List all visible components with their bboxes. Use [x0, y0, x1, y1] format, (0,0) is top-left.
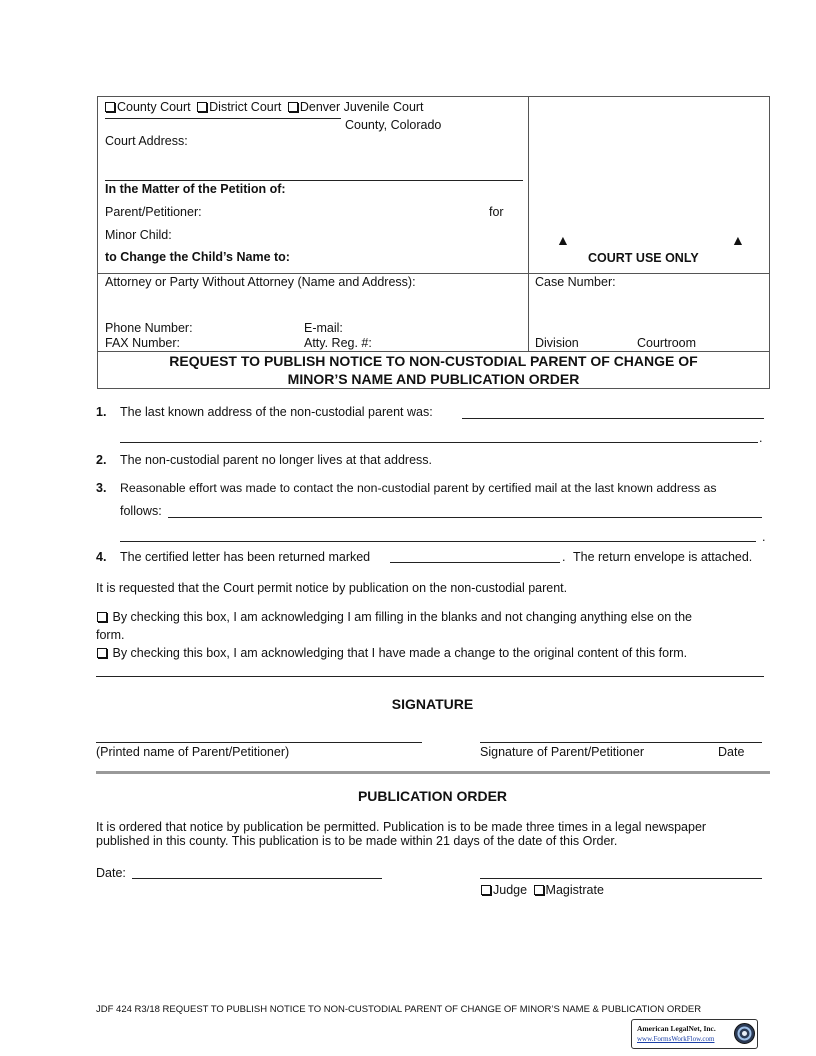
district-court-label: District Court	[209, 100, 282, 114]
attorney-label: Attorney or Party Without Attorney (Name and Address):	[105, 275, 416, 289]
courtroom-label: Courtroom	[637, 336, 697, 350]
judge-label: Judge	[493, 883, 528, 897]
item-1-number: 1.	[96, 405, 107, 419]
caption-divider-vertical	[528, 96, 529, 352]
ack-1	[97, 610, 767, 624]
item-2-number: 2.	[96, 453, 107, 467]
signature-heading: SIGNATURE	[391, 696, 474, 712]
fax-label: FAX Number:	[105, 336, 181, 350]
district-court-checkbox[interactable]	[197, 102, 207, 112]
ack-2	[97, 646, 767, 660]
item-3-field-a[interactable]	[168, 517, 762, 518]
publication-order-line2: published in this county. This publication is to be made within 21 days of the date of this Order.	[96, 834, 618, 848]
signature-label: Signature of Parent/Petitioner	[480, 745, 644, 759]
county-court-label: County Court	[117, 100, 191, 114]
item-3-follows: follows:	[120, 504, 162, 518]
request-text: It is requested that the Court permit notice by publication on the non-custodial parent.	[96, 581, 568, 595]
item-1-field-a[interactable]	[462, 418, 764, 419]
phone-label: Phone Number:	[105, 321, 193, 335]
magistrate-checkbox[interactable]	[534, 885, 544, 895]
ack-1-text: By checking this box, I am acknowledging I am filling in the blanks and not changing anything else on the	[112, 610, 693, 624]
denver-juvenile-court-label: Denver Juvenile Court	[299, 100, 424, 114]
item-3-number: 3.	[96, 481, 107, 495]
item-3-period: .	[762, 530, 766, 544]
denver-juvenile-court-checkbox[interactable]	[288, 102, 298, 112]
logo-globe-icon	[733, 1022, 756, 1045]
form-title	[97, 352, 770, 388]
item-3-text: Reasonable effort was made to contact the non-custodial parent by certified mail at the last known address as	[120, 481, 717, 495]
signature-line[interactable]	[480, 742, 762, 743]
item-4-field[interactable]	[390, 562, 560, 563]
signature-date-label: Date	[718, 745, 745, 759]
county-name-field[interactable]	[105, 118, 341, 119]
parent-label: Parent/Petitioner:	[105, 205, 202, 219]
case-number-label: Case Number:	[535, 275, 616, 289]
judge-signature-line[interactable]	[480, 878, 762, 879]
court-use-only: COURT USE ONLY	[588, 251, 699, 265]
item-3-field-b[interactable]	[120, 541, 756, 542]
publication-order-line1: It is ordered that notice by publication be permitted. Publication is to be made three times in a legal newspaper	[96, 820, 707, 834]
item-1-text: The last known address of the non-custodial parent was:	[120, 405, 433, 419]
logo-line2: www.FormsWorkFlow.com	[637, 1035, 715, 1043]
americanlegalnet-logo	[631, 1019, 758, 1049]
item-4-tail: The return envelope is attached.	[573, 550, 753, 564]
email-label: E-mail:	[304, 321, 343, 335]
for-label: for	[489, 205, 504, 219]
item-1-period: .	[759, 431, 763, 445]
order-date-field[interactable]	[132, 878, 382, 879]
footer-text: JDF 424 R3/18 REQUEST TO PUBLISH NOTICE TO NON-CUSTODIAL PARENT OF CHANGE OF MINOR’S NAME & PUBLICATION ORDER	[96, 1004, 702, 1015]
form-title-line2: MINOR’S NAME AND PUBLICATION ORDER	[287, 371, 580, 387]
order-date-label: Date:	[96, 866, 126, 880]
publication-order-heading: PUBLICATION ORDER	[357, 788, 508, 804]
section-separator	[96, 771, 770, 774]
court-options	[105, 100, 424, 114]
judge-magistrate-options	[481, 883, 604, 897]
change-name-label: to Change the Child’s Name to:	[105, 250, 290, 264]
triangle-right-icon: ▲	[731, 232, 745, 248]
item-4-period: .	[562, 550, 566, 564]
county-court-checkbox[interactable]	[105, 102, 115, 112]
court-address-label: Court Address:	[105, 134, 188, 148]
atty-reg-label: Atty. Reg. #:	[304, 336, 372, 350]
minor-label: Minor Child:	[105, 228, 172, 242]
division-label: Division	[535, 336, 579, 350]
printed-name-label: (Printed name of Parent/Petitioner)	[96, 745, 290, 759]
form-title-line1: REQUEST TO PUBLISH NOTICE TO NON-CUSTODIAL PARENT OF CHANGE OF	[169, 353, 698, 369]
item-1-field-b[interactable]	[120, 442, 758, 443]
magistrate-label: Magistrate	[545, 883, 604, 897]
item-4-number: 4.	[96, 550, 107, 564]
item-4-text: The certified letter has been returned marked	[120, 550, 371, 564]
triangle-left-icon: ▲	[556, 232, 570, 248]
ack-1-cont: form.	[96, 628, 125, 642]
logo-line1: American LegalNet, Inc.	[637, 1024, 716, 1033]
matter-heading: In the Matter of the Petition of:	[105, 182, 286, 196]
judge-checkbox[interactable]	[481, 885, 491, 895]
printed-name-line[interactable]	[96, 742, 422, 743]
ack-2-text: By checking this box, I am acknowledging that I have made a change to the original content of this form.	[112, 646, 688, 660]
county-suffix: County, Colorado	[345, 118, 442, 132]
ack-1-checkbox[interactable]	[97, 612, 107, 622]
court-address-line[interactable]	[105, 180, 523, 181]
ack-2-checkbox[interactable]	[97, 648, 107, 658]
caption-divider-1	[97, 273, 770, 274]
item-2-text: The non-custodial parent no longer lives at that address.	[120, 453, 432, 467]
ack-separator-line	[96, 676, 764, 677]
